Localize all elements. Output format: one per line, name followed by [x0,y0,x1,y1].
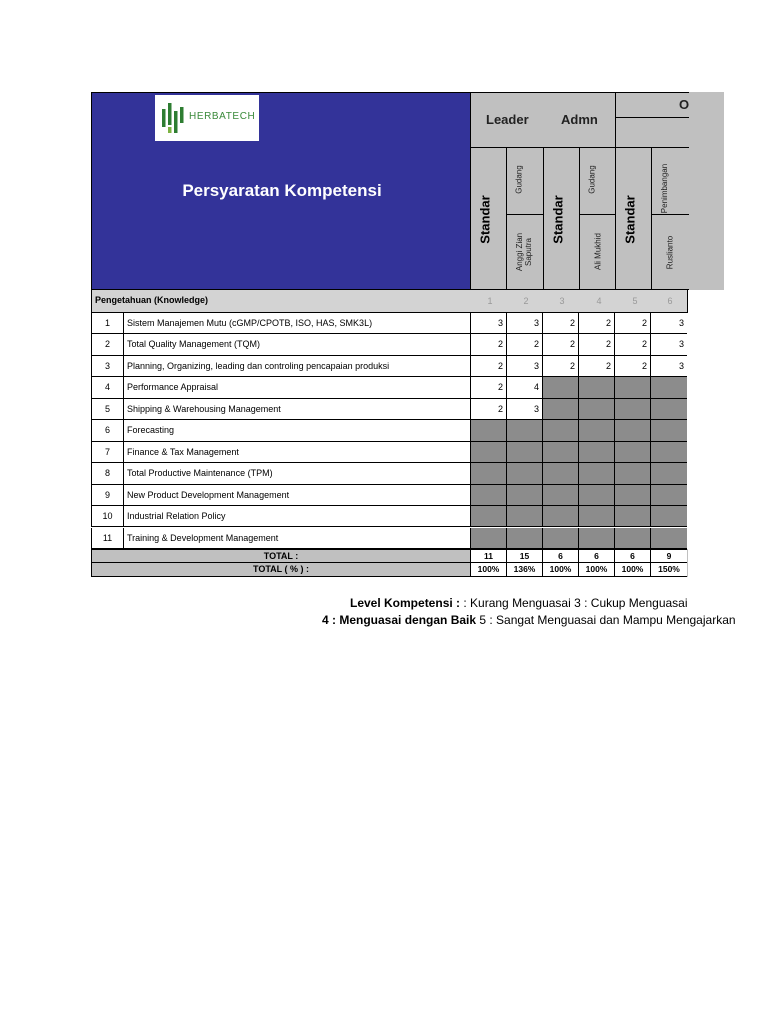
section-row-knowledge [91,290,688,313]
employee-name-1: Anggi Zian Saputra [515,232,533,272]
score-cell [543,377,579,398]
score-cell [615,506,651,527]
table-row [91,377,688,398]
col-name-3 [651,214,689,290]
legend-line-2 [322,613,736,627]
dept-label-1: Gudang [514,165,524,194]
score-cell: 2 [471,399,507,420]
total-row [91,549,688,563]
legend-level-4: 4 : Menguasai dengan Baik [322,613,477,627]
competency-description: Shipping & Warehousing Management [124,399,471,420]
competency-description: Performance Appraisal [124,377,471,398]
row-number: 10 [91,506,124,527]
col-standar-3 [615,147,652,290]
row-number: 3 [91,356,124,377]
score-cell: 2 [507,334,543,355]
table-row [91,399,688,420]
score-cell [471,506,507,527]
row-number: 8 [91,463,124,484]
competency-description: Forecasting [124,420,471,441]
score-cell: 2 [579,313,615,334]
score-cell: 2 [471,334,507,355]
total-percent-value: 100% [543,563,579,577]
score-cell [507,485,543,506]
legend-levels-1: : Kurang Menguasai 3 : Cukup Menguasai [460,596,688,610]
group-header-o-sub [615,117,689,148]
col-number-3: 3 [559,296,565,306]
score-cell [543,463,579,484]
legend-line-1 [350,596,688,610]
total-value: 6 [615,549,651,563]
score-cell: 3 [507,313,543,334]
competency-description: Training & Development Management [124,528,471,549]
col-number-2: 2 [523,296,529,306]
total-percent-value: 150% [651,563,687,577]
score-cell [579,420,615,441]
score-cell: 2 [471,356,507,377]
score-cell [471,528,507,549]
score-cell [507,528,543,549]
total-percent-label: TOTAL ( % ) : [91,563,471,577]
total-percent-row [91,563,688,577]
section-label: Pengetahuan (Knowledge) [95,295,209,305]
score-cell [651,442,687,463]
col-number-6: 6 [667,296,673,306]
row-number: 2 [91,334,124,355]
score-cell: 4 [507,377,543,398]
dept-label-2: Gudang [587,165,597,194]
score-cell [579,442,615,463]
score-cell [471,463,507,484]
score-cell [471,442,507,463]
score-cell: 3 [651,356,687,377]
score-cell [651,528,687,549]
logo-text: HERBATECH [189,111,256,122]
score-cell: 3 [471,313,507,334]
score-cell [615,399,651,420]
score-cell [543,399,579,420]
competency-description: Total Productive Maintenance (TPM) [124,463,471,484]
score-cell [579,528,615,549]
score-cell [579,485,615,506]
employee-name-2: Ali Mukhid [593,233,603,270]
row-number: 4 [91,377,124,398]
score-cell [543,506,579,527]
score-cell [615,442,651,463]
row-number: 7 [91,442,124,463]
table-row [91,356,688,377]
score-cell: 2 [615,356,651,377]
score-cell [651,377,687,398]
competency-description: Sistem Manajemen Mutu (cGMP/CPOTB, ISO, HAS, SMK3L) [124,313,471,334]
herbatech-logo-icon [161,101,185,135]
competency-description: Industrial Relation Policy [124,506,471,527]
score-cell: 2 [615,313,651,334]
row-number: 1 [91,313,124,334]
legend-levels-2: 5 : Sangat Menguasai dan Mampu Mengajarkan [476,613,736,627]
score-cell [615,528,651,549]
score-cell [507,420,543,441]
score-cell [471,420,507,441]
total-value: 6 [543,549,579,563]
score-cell [543,442,579,463]
competency-description: Finance & Tax Management [124,442,471,463]
col-name-2 [579,214,616,290]
company-logo [155,95,259,141]
score-cell: 2 [543,356,579,377]
group-header-leader-admn [470,92,616,148]
score-cell: 2 [579,356,615,377]
total-value: 6 [579,549,615,563]
score-cell [507,442,543,463]
standar-label-3: Standar [622,195,638,244]
col-dept-1 [506,147,544,215]
score-cell: 3 [507,356,543,377]
standar-label-1: Standar [477,195,493,244]
row-number: 6 [91,420,124,441]
row-number: 5 [91,399,124,420]
table-row [91,463,688,484]
score-cell [543,528,579,549]
table-row [91,334,688,355]
table-row [91,313,688,334]
score-cell [507,463,543,484]
score-cell [615,377,651,398]
group-label-leader: Leader [486,112,529,127]
page-title: Persyaratan Kompetensi [182,181,382,200]
total-label: TOTAL : [91,549,471,563]
score-cell: 2 [579,334,615,355]
table-row [91,485,688,506]
total-value: 15 [507,549,543,563]
table-row [91,442,688,463]
total-percent-value: 100% [615,563,651,577]
score-cell [651,399,687,420]
score-cell: 3 [507,399,543,420]
col-name-1 [506,214,544,290]
score-cell: 2 [543,334,579,355]
total-value: 11 [471,549,507,563]
group-label-o: O [679,97,690,112]
total-percent-value: 136% [507,563,543,577]
col-dept-3 [651,147,689,215]
table-row [91,420,688,441]
row-number: 11 [91,528,124,549]
employee-name-3: Ruslianto [665,235,675,270]
competency-description: New Product Development Management [124,485,471,506]
score-cell [651,506,687,527]
score-cell [579,463,615,484]
score-cell [651,463,687,484]
row-number: 9 [91,485,124,506]
col-dept-2 [579,147,616,215]
standar-label-2: Standar [550,195,566,244]
score-cell: 2 [543,313,579,334]
score-cell: 3 [651,313,687,334]
col-standar-2 [543,147,580,290]
score-cell [651,485,687,506]
col-number-5: 5 [632,296,638,306]
score-cell: 2 [615,334,651,355]
score-cell [471,485,507,506]
dept-label-3: Penimbangan [660,163,670,214]
competency-description: Planning, Organizing, leading dan controling pencapaian produksi [124,356,471,377]
score-cell [615,420,651,441]
table-row [91,506,688,527]
score-cell [579,399,615,420]
score-cell [579,377,615,398]
score-cell: 2 [471,377,507,398]
title-block [91,92,471,290]
score-cell [615,485,651,506]
legend-title: Level Kompetensi : [350,596,461,610]
competency-description: Total Quality Management (TQM) [124,334,471,355]
score-cell [507,506,543,527]
col-number-4: 4 [596,296,602,306]
table-row [91,528,688,549]
score-cell: 3 [651,334,687,355]
total-percent-value: 100% [579,563,615,577]
col-number-1: 1 [487,296,493,306]
group-header-o [615,92,689,118]
score-cell [579,506,615,527]
col-standar-1 [470,147,507,290]
total-value: 9 [651,549,687,563]
group-label-admn: Admn [561,112,598,127]
score-cell [543,420,579,441]
score-cell [615,463,651,484]
score-cell [651,420,687,441]
total-percent-value: 100% [471,563,507,577]
score-cell [543,485,579,506]
